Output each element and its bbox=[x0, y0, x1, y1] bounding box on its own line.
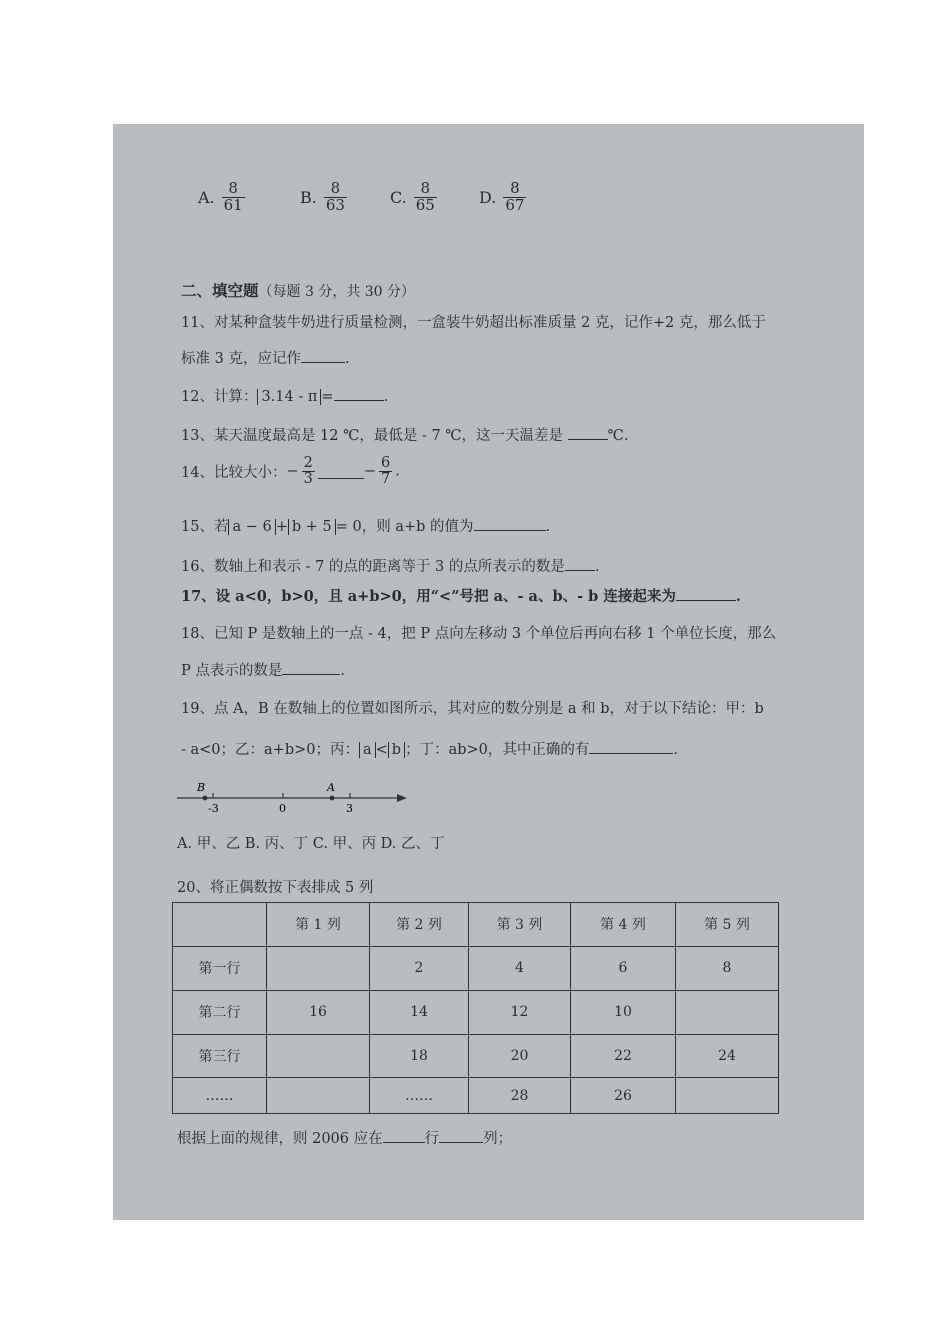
question-11-line1: 11、对某种盒装牛奶进行质量检测，一盒装牛奶超出标准质量 2 克，记作+2 克，那么低于 bbox=[181, 315, 766, 331]
denominator: 3 bbox=[303, 471, 313, 488]
answer-blank[interactable] bbox=[568, 425, 608, 440]
question-19-options: A. 甲、乙 B. 丙、丁 C. 甲、丙 D. 乙、丁 bbox=[177, 836, 445, 852]
answer-blank[interactable] bbox=[565, 556, 595, 571]
table-cell: 16 bbox=[267, 990, 370, 1034]
option-label: D. bbox=[479, 187, 497, 207]
option-b bbox=[300, 181, 350, 214]
table-header-cell: 第 4 列 bbox=[571, 903, 676, 947]
numerator: 8 bbox=[510, 179, 520, 197]
numerator: 8 bbox=[420, 179, 431, 197]
table-cell: 22 bbox=[571, 1034, 676, 1078]
question-text: P 点表示的数是 bbox=[181, 663, 283, 679]
section-title: 二、填空题 bbox=[181, 281, 259, 300]
answer-blank[interactable] bbox=[474, 516, 546, 531]
answer-blank[interactable] bbox=[676, 586, 736, 601]
answer-blank[interactable] bbox=[334, 386, 384, 401]
absolute-value: b + 5 bbox=[288, 519, 336, 535]
question-text: 根据上面的规律，则 2006 应在 bbox=[177, 1131, 383, 1147]
punctuation: . bbox=[383, 389, 389, 405]
table-cell: 14 bbox=[370, 990, 469, 1034]
absolute-value: 3.14 - π bbox=[257, 389, 321, 405]
table-header-cell: 第 5 列 bbox=[676, 903, 779, 947]
section-note: （每题 3 分，共 30 分） bbox=[258, 284, 416, 300]
answer-blank[interactable] bbox=[318, 464, 364, 479]
question-13 bbox=[181, 424, 628, 445]
denominator: 7 bbox=[381, 471, 391, 488]
question-12 bbox=[181, 385, 388, 406]
numerator: 6 bbox=[381, 455, 391, 471]
point-b-dot bbox=[203, 796, 208, 801]
answer-blank[interactable] bbox=[589, 739, 673, 754]
table-cell: 6 bbox=[571, 946, 676, 990]
option-fraction bbox=[324, 181, 347, 214]
absolute-value: a − 6 bbox=[228, 519, 275, 535]
table-cell: 18 bbox=[370, 1034, 469, 1078]
table-cell: 20 bbox=[469, 1034, 571, 1078]
question-19-line1: 19、点 A，B 在数轴上的位置如图所示，其对应的数分别是 a 和 b，对于以下结论：甲：b bbox=[181, 701, 764, 717]
option-d bbox=[479, 181, 529, 214]
question-18-line1: 18、已知 P 是数轴上的一点 - 4，把 P 点向左移动 3 个单位后再向右移 1 个单位长度，那么 bbox=[181, 626, 777, 642]
question-19-line2 bbox=[181, 738, 678, 759]
table-header-cell: 第 3 列 bbox=[469, 903, 571, 947]
table-cell: 24 bbox=[676, 1034, 779, 1078]
minus-sign: − bbox=[363, 463, 376, 480]
punctuation: . bbox=[735, 588, 741, 605]
column-answer-blank[interactable] bbox=[439, 1128, 483, 1143]
question-20-answer-line bbox=[177, 1127, 512, 1148]
point-b-label: B bbox=[197, 781, 206, 794]
option-fraction bbox=[414, 181, 437, 214]
denominator: 61 bbox=[223, 195, 243, 214]
absolute-value: a bbox=[359, 742, 376, 758]
numerator: 8 bbox=[228, 179, 238, 197]
even-number-table bbox=[172, 902, 779, 1114]
table-header-cell: 第 2 列 bbox=[370, 903, 469, 947]
punctuation: . bbox=[545, 519, 551, 535]
absolute-value: b bbox=[388, 742, 405, 758]
punctuation: . bbox=[344, 351, 350, 367]
tick-label: -3 bbox=[208, 802, 219, 815]
table-cell: 12 bbox=[469, 990, 571, 1034]
question-text: 17、设 a<0，b>0，且 a+b>0，用“<”号把 a、- a、b、- b 连接起来为 bbox=[181, 588, 676, 605]
question-text: 12、计算： bbox=[181, 389, 258, 405]
table-cell: 4 bbox=[469, 946, 571, 990]
point-a-dot bbox=[330, 796, 335, 801]
table-row bbox=[173, 946, 779, 990]
question-15 bbox=[181, 515, 550, 536]
question-20-title: 20、将正偶数按下表排成 5 列 bbox=[177, 880, 374, 896]
denominator: 63 bbox=[325, 195, 345, 214]
option-fraction bbox=[503, 181, 526, 214]
question-text: 标准 3 克，应记作 bbox=[181, 351, 301, 367]
table-row bbox=[173, 1078, 779, 1114]
punctuation: . bbox=[395, 463, 400, 480]
numerator: 2 bbox=[303, 455, 313, 471]
option-a bbox=[198, 181, 248, 214]
denominator: 65 bbox=[415, 195, 435, 214]
question-16 bbox=[181, 555, 599, 576]
table-header-row bbox=[173, 903, 779, 947]
number-line bbox=[175, 779, 415, 819]
question-text: - a<0；乙：a+b>0；丙： bbox=[181, 742, 359, 758]
exam-paper bbox=[113, 124, 864, 1220]
question-text: 13、某天温度最高是 12 ℃，最低是 - 7 ℃，这一天温差是 bbox=[181, 428, 564, 444]
table-cell: 28 bbox=[469, 1078, 571, 1114]
table-header-cell: 第 1 列 bbox=[267, 903, 370, 947]
option-label: A. bbox=[198, 187, 215, 207]
question-text: 16、数轴上和表示 - 7 的点的距离等于 3 的点所表示的数是 bbox=[181, 559, 565, 575]
table-header-cell bbox=[173, 903, 267, 947]
table-cell: 10 bbox=[571, 990, 676, 1034]
unit: ℃. bbox=[607, 428, 629, 444]
question-text: ；丁：ab>0，其中正确的有 bbox=[405, 742, 590, 758]
tick-label: 0 bbox=[279, 802, 286, 815]
question-text: 14、比较大小： bbox=[181, 465, 287, 482]
row-word: 行 bbox=[424, 1131, 440, 1147]
answer-blank[interactable] bbox=[282, 660, 340, 675]
table-cell: 26 bbox=[571, 1078, 676, 1114]
fraction-6-7 bbox=[379, 456, 392, 487]
question-17 bbox=[181, 585, 741, 606]
table-cell: …… bbox=[173, 1078, 267, 1114]
question-18-line2 bbox=[181, 659, 345, 680]
question-text: = 0，则 a+b 的值为 bbox=[335, 519, 474, 535]
table-cell: 第三行 bbox=[173, 1034, 267, 1078]
table-row bbox=[173, 1034, 779, 1078]
answer-blank[interactable] bbox=[301, 348, 345, 363]
table-cell: 2 bbox=[370, 946, 469, 990]
minus-sign: − bbox=[286, 463, 299, 480]
table-cell bbox=[267, 1034, 370, 1078]
question-text: 15、若 bbox=[181, 519, 229, 535]
arrow-right-icon bbox=[397, 794, 407, 802]
punctuation: . bbox=[594, 559, 600, 575]
punctuation: . bbox=[340, 663, 345, 679]
option-label: B. bbox=[300, 187, 317, 207]
table-cell: …… bbox=[370, 1078, 469, 1114]
table-cell bbox=[267, 946, 370, 990]
option-c bbox=[390, 181, 440, 214]
punctuation: . bbox=[673, 742, 679, 758]
table-cell bbox=[267, 1078, 370, 1114]
question-14 bbox=[181, 456, 400, 487]
less-than-sign: < bbox=[375, 742, 388, 758]
table-row bbox=[173, 990, 779, 1034]
equals-sign: = bbox=[321, 389, 334, 405]
column-word: 列； bbox=[483, 1131, 513, 1147]
row-answer-blank[interactable] bbox=[383, 1128, 425, 1143]
section-heading bbox=[181, 279, 415, 301]
question-11-line2 bbox=[181, 347, 350, 368]
table-cell: 8 bbox=[676, 946, 779, 990]
option-fraction bbox=[222, 181, 245, 214]
table-cell bbox=[676, 1078, 779, 1114]
table-cell bbox=[676, 990, 779, 1034]
tick-label: 3 bbox=[346, 802, 353, 815]
plus-sign: + bbox=[275, 519, 288, 535]
option-label: C. bbox=[390, 187, 407, 207]
numerator: 8 bbox=[330, 179, 341, 197]
denominator: 67 bbox=[505, 195, 525, 214]
table-cell: 第二行 bbox=[173, 990, 267, 1034]
point-a-label: A bbox=[327, 781, 335, 794]
table-cell: 第一行 bbox=[173, 946, 267, 990]
fraction-2-3 bbox=[302, 456, 315, 487]
